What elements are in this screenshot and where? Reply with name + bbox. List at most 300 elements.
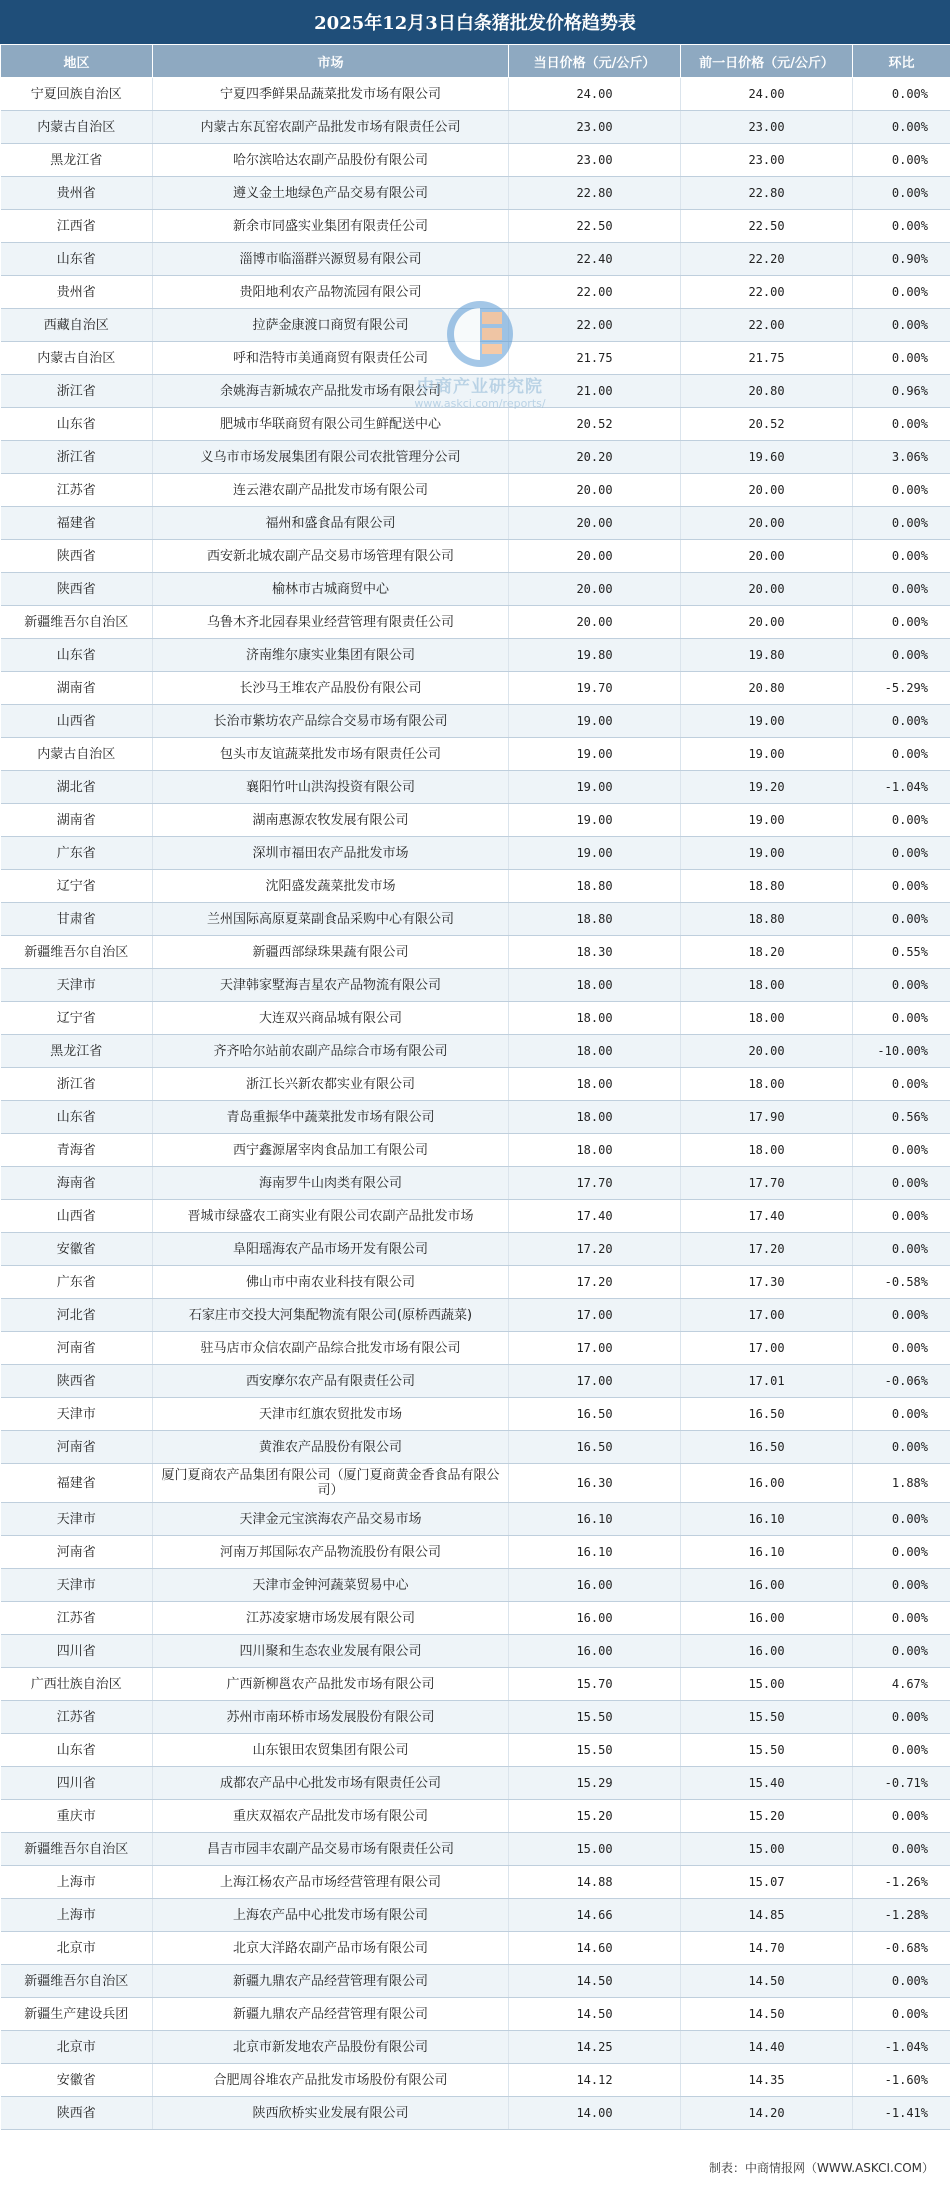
row-change: 0.00% — [853, 903, 950, 936]
row-market: 浙江长兴新农都实业有限公司 — [153, 1068, 509, 1101]
row-market: 西安新北城农副产品交易市场管理有限公司 — [153, 540, 509, 573]
row-market: 呼和浩特市美通商贸有限责任公司 — [153, 342, 509, 375]
row-region: 新疆维吾尔自治区 — [1, 1833, 153, 1866]
row-price-prev: 15.20 — [681, 1800, 853, 1833]
row-change: 0.96% — [853, 375, 950, 408]
row-market: 黄淮农产品股份有限公司 — [153, 1431, 509, 1464]
table-row — [1, 78, 950, 111]
row-market: 厦门夏商农产品集团有限公司（厦门夏商黄金香食品有限公司） — [153, 1464, 509, 1503]
row-change: -1.60% — [853, 2064, 950, 2097]
row-region: 浙江省 — [1, 1068, 153, 1101]
header-region: 地区 — [1, 45, 153, 78]
table-row — [1, 111, 950, 144]
row-market: 天津韩家墅海吉星农产品物流有限公司 — [153, 969, 509, 1002]
row-price-today: 19.80 — [509, 639, 681, 672]
footer — [0, 2150, 950, 2185]
row-change: 0.00% — [853, 210, 950, 243]
row-price-today: 20.00 — [509, 474, 681, 507]
row-market: 肥城市华联商贸有限公司生鲜配送中心 — [153, 408, 509, 441]
row-change: 0.00% — [853, 738, 950, 771]
row-region: 陕西省 — [1, 573, 153, 606]
table-row — [1, 1332, 950, 1365]
row-price-prev: 17.30 — [681, 1266, 853, 1299]
row-market: 昌吉市园丰农副产品交易市场有限责任公司 — [153, 1833, 509, 1866]
row-price-today: 18.30 — [509, 936, 681, 969]
row-change: 0.00% — [853, 1734, 950, 1767]
row-region: 贵州省 — [1, 276, 153, 309]
row-region: 黑龙江省 — [1, 1035, 153, 1068]
row-region: 宁夏回族自治区 — [1, 78, 153, 111]
row-price-today: 16.50 — [509, 1398, 681, 1431]
row-price-prev: 17.70 — [681, 1167, 853, 1200]
row-price-prev: 20.00 — [681, 507, 853, 540]
row-market: 宁夏四季鲜果品蔬菜批发市场有限公司 — [153, 78, 509, 111]
row-market: 晋城市绿盛农工商实业有限公司农副产品批发市场 — [153, 1200, 509, 1233]
row-region: 山东省 — [1, 639, 153, 672]
row-price-prev: 14.70 — [681, 1932, 853, 1965]
row-region: 山西省 — [1, 705, 153, 738]
row-change: 0.00% — [853, 1536, 950, 1569]
row-price-prev: 20.00 — [681, 606, 853, 639]
row-price-prev: 17.00 — [681, 1299, 853, 1332]
row-change: 0.00% — [853, 606, 950, 639]
header-change: 环比 — [853, 45, 950, 78]
row-change: 0.00% — [853, 573, 950, 606]
table-row — [1, 1965, 950, 1998]
row-price-prev: 20.00 — [681, 474, 853, 507]
row-market: 广西新柳邕农产品批发市场有限公司 — [153, 1668, 509, 1701]
row-change: 0.55% — [853, 936, 950, 969]
row-price-prev: 14.40 — [681, 2031, 853, 2064]
row-change: 0.00% — [853, 1068, 950, 1101]
row-price-prev: 22.20 — [681, 243, 853, 276]
row-change: -1.28% — [853, 1899, 950, 1932]
row-price-prev: 20.52 — [681, 408, 853, 441]
row-price-today: 21.00 — [509, 375, 681, 408]
row-price-prev: 16.10 — [681, 1503, 853, 1536]
table-row — [1, 1536, 950, 1569]
table-row — [1, 408, 950, 441]
row-change: 0.00% — [853, 1200, 950, 1233]
row-region: 新疆维吾尔自治区 — [1, 936, 153, 969]
row-region: 天津市 — [1, 969, 153, 1002]
row-price-today: 14.88 — [509, 1866, 681, 1899]
row-region: 陕西省 — [1, 1365, 153, 1398]
table-row — [1, 573, 950, 606]
row-price-today: 22.00 — [509, 309, 681, 342]
table-row — [1, 2064, 950, 2097]
row-market: 内蒙古东瓦窑农副产品批发市场有限责任公司 — [153, 111, 509, 144]
table-row — [1, 441, 950, 474]
row-market: 长沙马王堆农产品股份有限公司 — [153, 672, 509, 705]
row-price-prev: 16.10 — [681, 1536, 853, 1569]
row-price-today: 17.00 — [509, 1299, 681, 1332]
table-row — [1, 672, 950, 705]
row-price-prev: 18.00 — [681, 969, 853, 1002]
table-row — [1, 936, 950, 969]
row-price-today: 24.00 — [509, 78, 681, 111]
row-change: 0.90% — [853, 243, 950, 276]
table-row — [1, 1734, 950, 1767]
row-market: 包头市友谊蔬菜批发市场有限责任公司 — [153, 738, 509, 771]
header-price-today: 当日价格（元/公斤） — [509, 45, 681, 78]
row-price-today: 17.70 — [509, 1167, 681, 1200]
row-price-today: 21.75 — [509, 342, 681, 375]
row-change: 0.00% — [853, 1569, 950, 1602]
row-price-today: 15.00 — [509, 1833, 681, 1866]
row-change: 0.00% — [853, 1635, 950, 1668]
row-change: 0.00% — [853, 507, 950, 540]
table-title: 2025年12月3日白条猪批发价格趋势表 — [0, 0, 950, 44]
header-price-prev: 前一日价格（元/公斤） — [681, 45, 853, 78]
row-price-prev: 17.20 — [681, 1233, 853, 1266]
row-market: 榆林市古城商贸中心 — [153, 573, 509, 606]
row-market: 哈尔滨哈达农副产品股份有限公司 — [153, 144, 509, 177]
row-price-today: 16.00 — [509, 1602, 681, 1635]
row-price-today: 19.70 — [509, 672, 681, 705]
row-price-today: 14.50 — [509, 1965, 681, 1998]
row-change: -0.71% — [853, 1767, 950, 1800]
row-change: 0.00% — [853, 276, 950, 309]
row-price-prev: 20.80 — [681, 375, 853, 408]
row-change: -5.29% — [853, 672, 950, 705]
row-price-prev: 18.80 — [681, 903, 853, 936]
row-price-today: 14.00 — [509, 2097, 681, 2130]
row-price-today: 19.00 — [509, 738, 681, 771]
row-price-prev: 16.00 — [681, 1635, 853, 1668]
table-row — [1, 1365, 950, 1398]
row-market: 北京大洋路农副产品市场有限公司 — [153, 1932, 509, 1965]
row-region: 湖北省 — [1, 771, 153, 804]
row-change: 0.00% — [853, 1431, 950, 1464]
row-price-prev: 17.00 — [681, 1332, 853, 1365]
row-region: 甘肃省 — [1, 903, 153, 936]
row-change: -10.00% — [853, 1035, 950, 1068]
row-region: 辽宁省 — [1, 1002, 153, 1035]
table-body — [1, 78, 950, 2130]
row-price-today: 16.00 — [509, 1635, 681, 1668]
row-change: 0.00% — [853, 540, 950, 573]
row-change: 0.00% — [853, 408, 950, 441]
row-change: 0.00% — [853, 969, 950, 1002]
row-market: 上海江杨农产品市场经营管理有限公司 — [153, 1866, 509, 1899]
row-market: 新疆九鼎农产品经营管理有限公司 — [153, 1998, 509, 2031]
table-row — [1, 1800, 950, 1833]
table-row — [1, 1668, 950, 1701]
row-change: 1.88% — [853, 1464, 950, 1503]
row-market: 江苏凌家塘市场发展有限公司 — [153, 1602, 509, 1635]
row-market: 山东银田农贸集团有限公司 — [153, 1734, 509, 1767]
row-market: 青岛重振华中蔬菜批发市场有限公司 — [153, 1101, 509, 1134]
row-change: -1.04% — [853, 771, 950, 804]
row-price-today: 14.25 — [509, 2031, 681, 2064]
row-change: 0.00% — [853, 1233, 950, 1266]
row-price-today: 18.00 — [509, 1101, 681, 1134]
row-region: 广东省 — [1, 1266, 153, 1299]
row-change: 0.00% — [853, 1998, 950, 2031]
row-price-today: 18.00 — [509, 1002, 681, 1035]
row-price-prev: 16.50 — [681, 1431, 853, 1464]
row-market: 佛山市中南农业科技有限公司 — [153, 1266, 509, 1299]
row-market: 遵义金土地绿色产品交易有限公司 — [153, 177, 509, 210]
row-price-today: 23.00 — [509, 111, 681, 144]
row-price-prev: 18.80 — [681, 870, 853, 903]
row-price-prev: 14.50 — [681, 1965, 853, 1998]
row-region: 青海省 — [1, 1134, 153, 1167]
row-price-prev: 14.50 — [681, 1998, 853, 2031]
row-region: 安徽省 — [1, 1233, 153, 1266]
row-price-prev: 19.20 — [681, 771, 853, 804]
row-change: 0.00% — [853, 1134, 950, 1167]
row-market: 拉萨金康渡口商贸有限公司 — [153, 309, 509, 342]
row-region: 广西壮族自治区 — [1, 1668, 153, 1701]
row-change: 0.00% — [853, 1602, 950, 1635]
table-row — [1, 1635, 950, 1668]
row-price-today: 17.20 — [509, 1233, 681, 1266]
row-change: -1.41% — [853, 2097, 950, 2130]
row-change: 0.00% — [853, 177, 950, 210]
row-price-today: 14.50 — [509, 1998, 681, 2031]
table-row — [1, 705, 950, 738]
row-price-today: 18.00 — [509, 1068, 681, 1101]
row-change: 0.00% — [853, 1833, 950, 1866]
price-table — [0, 44, 950, 2130]
row-market: 合肥周谷堆农产品批发市场股份有限公司 — [153, 2064, 509, 2097]
table-row — [1, 771, 950, 804]
row-price-today: 22.50 — [509, 210, 681, 243]
table-row — [1, 1299, 950, 1332]
row-price-today: 16.00 — [509, 1569, 681, 1602]
row-price-today: 16.10 — [509, 1536, 681, 1569]
row-price-today: 15.50 — [509, 1734, 681, 1767]
table-row — [1, 1932, 950, 1965]
row-market: 义乌市市场发展集团有限公司农批管理分公司 — [153, 441, 509, 474]
row-region: 河南省 — [1, 1536, 153, 1569]
row-change: 0.00% — [853, 342, 950, 375]
row-change: 0.00% — [853, 705, 950, 738]
row-price-prev: 15.00 — [681, 1833, 853, 1866]
row-price-today: 16.10 — [509, 1503, 681, 1536]
row-price-today: 16.50 — [509, 1431, 681, 1464]
row-price-prev: 15.40 — [681, 1767, 853, 1800]
row-change: -1.04% — [853, 2031, 950, 2064]
row-market: 湖南惠源农牧发展有限公司 — [153, 804, 509, 837]
row-price-prev: 22.00 — [681, 276, 853, 309]
table-row — [1, 507, 950, 540]
row-market: 驻马店市众信农副产品综合批发市场有限公司 — [153, 1332, 509, 1365]
row-region: 贵州省 — [1, 177, 153, 210]
row-price-prev: 24.00 — [681, 78, 853, 111]
row-region: 内蒙古自治区 — [1, 738, 153, 771]
table-row — [1, 903, 950, 936]
table-row — [1, 1569, 950, 1602]
row-market: 上海农产品中心批发市场有限公司 — [153, 1899, 509, 1932]
row-price-prev: 21.75 — [681, 342, 853, 375]
row-market: 苏州市南环桥市场发展股份有限公司 — [153, 1701, 509, 1734]
row-price-prev: 19.00 — [681, 837, 853, 870]
row-price-today: 14.66 — [509, 1899, 681, 1932]
row-price-prev: 20.00 — [681, 1035, 853, 1068]
table-row — [1, 210, 950, 243]
row-price-prev: 23.00 — [681, 111, 853, 144]
row-region: 天津市 — [1, 1503, 153, 1536]
row-change: 0.00% — [853, 870, 950, 903]
table-row — [1, 309, 950, 342]
row-price-today: 20.00 — [509, 573, 681, 606]
row-price-today: 18.00 — [509, 969, 681, 1002]
row-change: 0.00% — [853, 804, 950, 837]
row-price-today: 15.20 — [509, 1800, 681, 1833]
row-price-prev: 19.00 — [681, 804, 853, 837]
row-market: 西宁鑫源屠宰肉食品加工有限公司 — [153, 1134, 509, 1167]
watermark-name: 中商产业研究院 — [417, 377, 543, 397]
row-region: 福建省 — [1, 507, 153, 540]
row-change: 0.00% — [853, 639, 950, 672]
row-region: 山东省 — [1, 408, 153, 441]
row-market: 新疆九鼎农产品经营管理有限公司 — [153, 1965, 509, 1998]
row-price-today: 22.00 — [509, 276, 681, 309]
table-row — [1, 1767, 950, 1800]
row-price-prev: 16.00 — [681, 1464, 853, 1503]
row-price-prev: 18.00 — [681, 1002, 853, 1035]
row-price-today: 19.00 — [509, 837, 681, 870]
row-price-prev: 18.00 — [681, 1134, 853, 1167]
row-change: 0.00% — [853, 1332, 950, 1365]
row-change: 3.06% — [853, 441, 950, 474]
row-price-today: 18.80 — [509, 903, 681, 936]
row-price-prev: 19.80 — [681, 639, 853, 672]
row-price-today: 17.00 — [509, 1365, 681, 1398]
row-region: 新疆维吾尔自治区 — [1, 1965, 153, 1998]
table-row — [1, 738, 950, 771]
row-market: 长治市紫坊农产品综合交易市场有限公司 — [153, 705, 509, 738]
row-region: 上海市 — [1, 1899, 153, 1932]
table-row — [1, 243, 950, 276]
row-change: -1.26% — [853, 1866, 950, 1899]
row-price-prev: 19.60 — [681, 441, 853, 474]
table-row — [1, 1866, 950, 1899]
table-row — [1, 1035, 950, 1068]
row-change: 0.00% — [853, 474, 950, 507]
table-row — [1, 1701, 950, 1734]
table-row — [1, 870, 950, 903]
table-row — [1, 837, 950, 870]
row-region: 辽宁省 — [1, 870, 153, 903]
row-price-prev: 17.40 — [681, 1200, 853, 1233]
row-price-today: 19.00 — [509, 771, 681, 804]
row-price-today: 15.50 — [509, 1701, 681, 1734]
row-region: 天津市 — [1, 1569, 153, 1602]
row-price-prev: 22.00 — [681, 309, 853, 342]
table-row — [1, 1833, 950, 1866]
row-market: 天津市金钟河蔬菜贸易中心 — [153, 1569, 509, 1602]
row-price-today: 20.20 — [509, 441, 681, 474]
row-price-prev: 16.00 — [681, 1569, 853, 1602]
row-region: 湖南省 — [1, 804, 153, 837]
table-row — [1, 1068, 950, 1101]
row-region: 新疆维吾尔自治区 — [1, 606, 153, 639]
row-price-prev: 20.00 — [681, 573, 853, 606]
row-region: 重庆市 — [1, 1800, 153, 1833]
row-region: 内蒙古自治区 — [1, 342, 153, 375]
row-change: 0.00% — [853, 1398, 950, 1431]
row-price-prev: 20.80 — [681, 672, 853, 705]
row-price-today: 23.00 — [509, 144, 681, 177]
table-row — [1, 969, 950, 1002]
row-market: 齐齐哈尔站前农副产品综合市场有限公司 — [153, 1035, 509, 1068]
row-market: 河南万邦国际农产品物流股份有限公司 — [153, 1536, 509, 1569]
row-price-today: 17.00 — [509, 1332, 681, 1365]
row-market: 连云港农副产品批发市场有限公司 — [153, 474, 509, 507]
row-price-prev: 15.50 — [681, 1701, 853, 1734]
footer-source: 制表：中商情报网（WWW.ASKCI.COM） — [709, 2161, 934, 2175]
table-row — [1, 375, 950, 408]
row-change: 0.56% — [853, 1101, 950, 1134]
row-change: 0.00% — [853, 111, 950, 144]
row-price-prev: 15.50 — [681, 1734, 853, 1767]
table-row — [1, 804, 950, 837]
table-row — [1, 540, 950, 573]
table-row — [1, 2031, 950, 2064]
row-price-today: 15.29 — [509, 1767, 681, 1800]
row-price-prev: 17.90 — [681, 1101, 853, 1134]
row-region: 浙江省 — [1, 375, 153, 408]
table-row — [1, 1134, 950, 1167]
row-price-today: 17.20 — [509, 1266, 681, 1299]
row-market: 新余市同盛实业集团有限责任公司 — [153, 210, 509, 243]
row-region: 江苏省 — [1, 474, 153, 507]
table-row — [1, 1233, 950, 1266]
row-region: 北京市 — [1, 2031, 153, 2064]
row-price-today: 17.40 — [509, 1200, 681, 1233]
row-change: 0.00% — [853, 1002, 950, 1035]
row-region: 新疆生产建设兵团 — [1, 1998, 153, 2031]
table-row — [1, 1431, 950, 1464]
row-region: 内蒙古自治区 — [1, 111, 153, 144]
row-market: 石家庄市交投大河集配物流有限公司(原桥西蔬菜) — [153, 1299, 509, 1332]
row-market: 余姚海吉新城农产品批发市场有限公司 — [153, 375, 509, 408]
row-change: -0.58% — [853, 1266, 950, 1299]
row-region: 山东省 — [1, 1101, 153, 1134]
row-price-prev: 19.00 — [681, 738, 853, 771]
table-row — [1, 276, 950, 309]
table-row — [1, 474, 950, 507]
row-price-today: 22.80 — [509, 177, 681, 210]
row-change: 0.00% — [853, 144, 950, 177]
row-market: 西安摩尔农产品有限责任公司 — [153, 1365, 509, 1398]
row-market: 贵阳地利农产品物流园有限公司 — [153, 276, 509, 309]
row-price-prev: 14.85 — [681, 1899, 853, 1932]
row-price-prev: 22.80 — [681, 177, 853, 210]
row-region: 山东省 — [1, 243, 153, 276]
row-market: 阜阳瑶海农产品市场开发有限公司 — [153, 1233, 509, 1266]
row-price-prev: 15.00 — [681, 1668, 853, 1701]
table-row — [1, 1200, 950, 1233]
table-row — [1, 2097, 950, 2130]
row-price-today: 20.00 — [509, 606, 681, 639]
row-price-prev: 16.00 — [681, 1602, 853, 1635]
row-price-prev: 22.50 — [681, 210, 853, 243]
row-region: 福建省 — [1, 1464, 153, 1503]
row-change: 0.00% — [853, 1503, 950, 1536]
row-market: 淄博市临淄群兴源贸易有限公司 — [153, 243, 509, 276]
row-market: 天津金元宝滨海农产品交易市场 — [153, 1503, 509, 1536]
row-region: 河南省 — [1, 1332, 153, 1365]
table-row — [1, 1464, 950, 1503]
table-row — [1, 177, 950, 210]
row-region: 江苏省 — [1, 1602, 153, 1635]
row-region: 天津市 — [1, 1398, 153, 1431]
